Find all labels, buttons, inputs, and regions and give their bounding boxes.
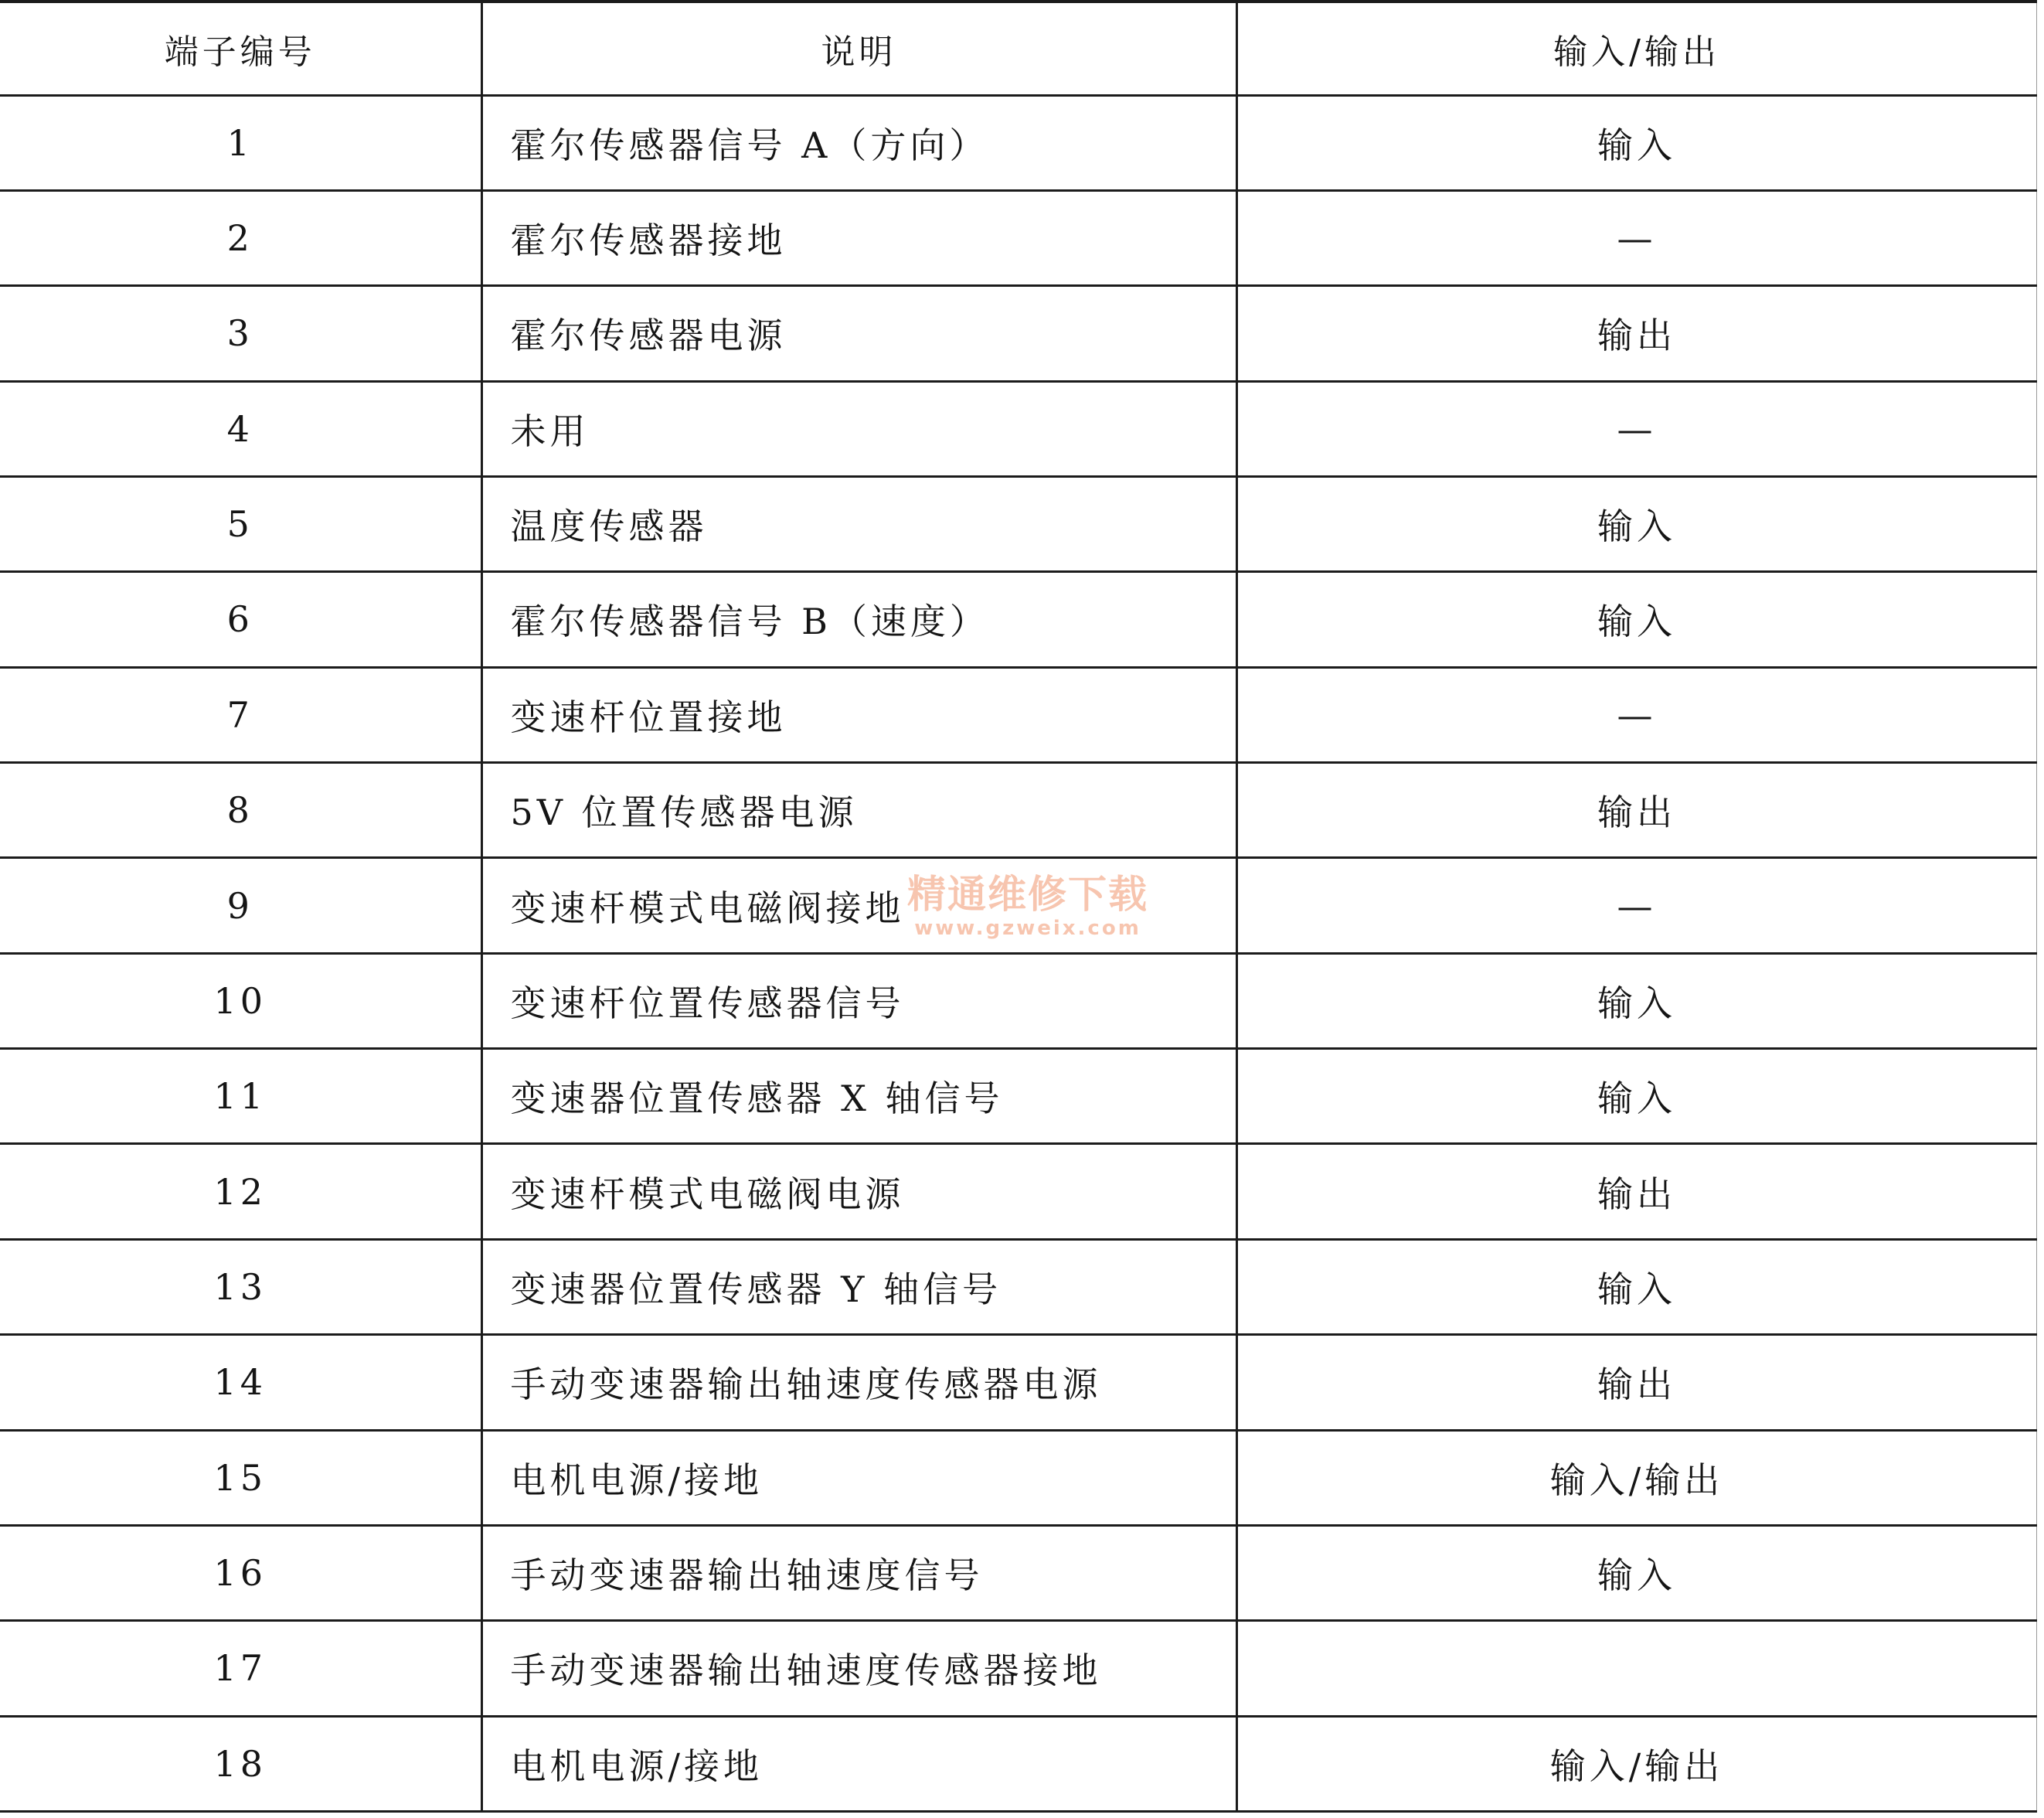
table-row — [0, 1239, 2036, 1334]
table-row — [0, 572, 2036, 667]
terminal-io: 输入/输出 — [1236, 1716, 2036, 1811]
terminal-description: 变速器位置传感器 X 轴信号 — [481, 1049, 1236, 1144]
terminal-number: 12 — [0, 1144, 481, 1239]
terminal-description: 霍尔传感器电源 — [481, 286, 1236, 381]
table-row — [0, 667, 2036, 762]
watermark-url: www.gzweix.com — [914, 917, 1141, 940]
terminal-description: 温度传感器 — [481, 476, 1236, 571]
terminal-number: 5 — [0, 476, 481, 571]
terminal-description: 手动变速器输出轴速度传感器接地 — [481, 1621, 1236, 1716]
header-row — [0, 2, 2036, 95]
terminal-description: 霍尔传感器接地 — [481, 190, 1236, 285]
table-row — [0, 1430, 2036, 1525]
terminal-io: 输入/输出 — [1236, 1430, 2036, 1525]
terminal-io: — — [1236, 858, 2036, 953]
table-body — [0, 95, 2036, 1812]
terminal-description: 未用 — [481, 381, 1236, 476]
table-row — [0, 1144, 2036, 1239]
terminal-io: — — [1236, 381, 2036, 476]
terminal-io: 输入 — [1236, 1239, 2036, 1334]
terminal-number: 13 — [0, 1239, 481, 1334]
terminal-description: 变速器位置传感器 Y 轴信号 — [481, 1239, 1236, 1334]
terminal-io: 输入 — [1236, 572, 2036, 667]
terminal-number: 6 — [0, 572, 481, 667]
terminal-description: 变速杆位置接地 — [481, 667, 1236, 762]
table-row — [0, 1335, 2036, 1430]
table-row — [0, 286, 2036, 381]
terminal-number: 4 — [0, 381, 481, 476]
terminal-number: 15 — [0, 1430, 481, 1525]
terminal-number: 3 — [0, 286, 481, 381]
terminal-description: 电机电源/接地 — [481, 1430, 1236, 1525]
table-row — [0, 476, 2036, 571]
terminal-number: 14 — [0, 1335, 481, 1430]
table-row — [0, 190, 2036, 285]
terminal-io: 输入 — [1236, 95, 2036, 190]
terminal-description: 手动变速器输出轴速度信号 — [481, 1525, 1236, 1620]
terminal-number: 11 — [0, 1049, 481, 1144]
terminal-io: 输出 — [1236, 763, 2036, 858]
terminal-number: 1 — [0, 95, 481, 190]
terminal-description: 电机电源/接地 — [481, 1716, 1236, 1811]
table-row — [0, 381, 2036, 476]
terminal-number: 8 — [0, 763, 481, 858]
header-terminal-no: 端子编号 — [0, 2, 481, 95]
terminal-description: 变速杆位置传感器信号 — [481, 953, 1236, 1048]
terminal-number: 10 — [0, 953, 481, 1048]
table-header — [0, 2, 2036, 95]
table-row — [0, 763, 2036, 858]
table-row — [0, 1621, 2036, 1716]
terminal-description: 霍尔传感器信号 A（方向） — [481, 95, 1236, 190]
terminal-description: 变速杆模式电磁阀电源 — [481, 1144, 1236, 1239]
terminal-number: 16 — [0, 1525, 481, 1620]
terminal-description: 霍尔传感器信号 B（速度） — [481, 572, 1236, 667]
terminal-description: 手动变速器输出轴速度传感器电源 — [481, 1335, 1236, 1430]
terminal-number: 9 — [0, 858, 481, 953]
table-row — [0, 953, 2036, 1048]
header-io: 输入/输出 — [1236, 2, 2036, 95]
table-row — [0, 95, 2036, 190]
terminal-number: 17 — [0, 1621, 481, 1716]
terminal-io: 输出 — [1236, 1335, 2036, 1430]
terminal-io: 输出 — [1236, 286, 2036, 381]
table-row — [0, 1525, 2036, 1620]
table-row — [0, 1716, 2036, 1811]
terminal-description: 5V 位置传感器电源 — [481, 763, 1236, 858]
terminal-io: 输入 — [1236, 953, 2036, 1048]
table-row — [0, 1049, 2036, 1144]
terminal-number: 7 — [0, 667, 481, 762]
table-row — [0, 858, 2036, 953]
terminal-number: 2 — [0, 190, 481, 285]
terminal-number: 18 — [0, 1716, 481, 1811]
terminal-io — [1236, 1621, 2036, 1716]
terminal-io: 输入 — [1236, 1049, 2036, 1144]
terminal-io: 输入 — [1236, 1525, 2036, 1620]
terminal-io: — — [1236, 190, 2036, 285]
watermark-title: 精通维修下载 — [907, 872, 1148, 917]
header-description: 说明 — [481, 2, 1236, 95]
terminal-description: 变速杆模式电磁阀接地 — [481, 858, 1236, 953]
terminal-io: — — [1236, 667, 2036, 762]
terminal-io: 输出 — [1236, 1144, 2036, 1239]
terminal-io: 输入 — [1236, 476, 2036, 571]
